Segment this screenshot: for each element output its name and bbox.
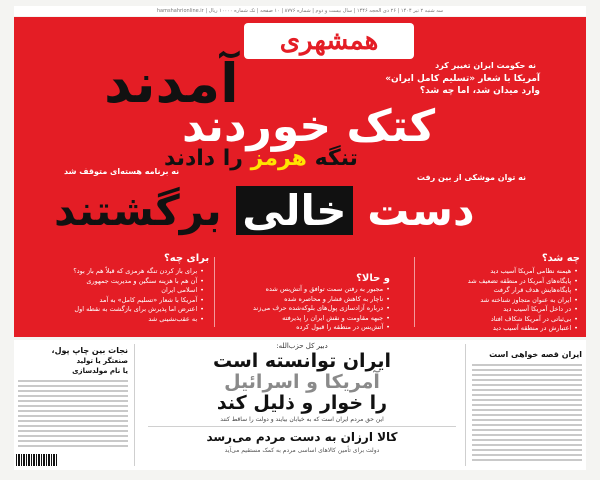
tagline-left-1: نه برنامه هسته‌ای متوقف شد <box>64 167 180 176</box>
hormuz-highlight: هرمز <box>250 146 307 171</box>
lower-section <box>14 340 586 470</box>
tagline-right: نه حکومت ایران تغییر کرد <box>435 61 536 70</box>
headline-hormuz-line <box>164 145 358 173</box>
list-item: • مجبور به رفتن سمت توافق و آتش‌بس شده <box>210 285 390 295</box>
center-headline-3: را خوار و ذلیل کند <box>216 392 388 414</box>
empty-highlight: خالی <box>236 186 352 235</box>
body-text-placeholder <box>18 380 128 450</box>
body-text-placeholder <box>472 364 582 464</box>
masthead-logo: همشهری <box>244 23 414 59</box>
list-item: • آن هم با هزینه سنگین و مدیریت جمهوری <box>36 277 204 287</box>
lower-right-column <box>468 340 586 470</box>
column-left-list <box>36 267 204 324</box>
empty-left: برگشتند <box>54 186 222 235</box>
column-divider <box>414 257 415 327</box>
list-item: • آتش‌بس در منطقه را قبول کرده <box>210 323 390 333</box>
column-middle-title: و حالا؟ <box>356 273 390 284</box>
list-item: • اعترض اما پذیرش برای بازگشت به نقطه اول <box>36 305 204 315</box>
list-item: • در داخل آمریکا آسیب دید <box>418 305 578 315</box>
dateline-bar: سه شنبه ۲ تیر ۱۴۰۴ | ۲۶ ذی الحجه ۱۴۴۶ | سال بیست و دوم | شماره ۸۷۷۶ | ۱۰ صفحه | تک شماره ۱۰۰۰۰ ریال | hamshahrionline.ir <box>14 6 586 16</box>
center-headline-2: آمریکا و اسرائیل <box>224 371 380 393</box>
hezbollah-kicker: دبیر کل حزب‌الله: <box>276 342 328 350</box>
list-item: • برای باز کردن تنگه هرمزی که قبلاً هم باز بود؟ <box>36 267 204 277</box>
list-item: • جبهه مقاومت و نقش ایران را پذیرفته <box>210 314 390 324</box>
headline-empty-handed <box>54 183 475 239</box>
second-headline: کالا ارزان به دست مردم می‌رسد <box>206 430 398 444</box>
lower-center-column <box>138 340 466 470</box>
column-left-title: برای چه؟ <box>164 253 210 264</box>
quote-right: آمریکا با شعار «تسلیم کامل ایران» وارد میدان شد، اما چه شد؟ <box>385 74 540 96</box>
column-right-list <box>418 267 578 334</box>
list-item: • اسلامی ایران <box>36 286 204 296</box>
lower-right-title: ایران قصه خواهی است <box>489 350 582 359</box>
divider <box>148 426 456 427</box>
empty-right: دست <box>367 186 475 235</box>
column-right-title: چه شد؟ <box>541 253 580 264</box>
barcode-image <box>16 454 58 466</box>
list-item: • هیمنه نظامی آمریکا آسیب دید <box>418 267 578 277</box>
lower-left-column <box>14 340 132 470</box>
headline-came: آمدند <box>104 52 239 115</box>
headline-got-beaten: کتک خوردند <box>182 101 436 152</box>
tagline-left-2: نه توان موشکی از بین رفت <box>416 173 526 182</box>
lower-left-sub1: صنعتگر یا تولید <box>76 357 128 365</box>
second-subhead: دولت برای تأمین کالاهای اساسی مردم به کمک مستقیم می‌آید <box>224 447 380 454</box>
hormuz-suffix: را دادند <box>164 146 243 171</box>
center-subhead: این حق مردم ایران است که به خیابان بیایند و دولت را ساقط کنند <box>220 416 384 423</box>
front-cover <box>14 17 586 337</box>
list-item: • پایگاه‌هایش هدف قرار گرفت <box>418 286 578 296</box>
column-middle-list <box>210 285 390 333</box>
list-item: • به عقب‌نشینی شد <box>36 315 204 325</box>
list-item: • اعتبارش در منطقه آسیب دید <box>418 324 578 334</box>
list-item: • بی‌ثباتی در آمریکا شکاف افتاد <box>418 315 578 325</box>
column-rule <box>134 344 135 466</box>
lower-left-title: نجات بین چاپ پول، <box>51 346 128 355</box>
list-item: • ناچار به کاهش فشار و محاصره شده <box>210 295 390 305</box>
list-item: • آمریکا با شعار «تسلیم کامل» به آمد <box>36 296 204 306</box>
lower-left-sub2: یا نام مولدسازی <box>72 367 128 375</box>
list-item: • پایگاه‌های آمریکا در منطقه تضعیف شد <box>418 277 578 287</box>
list-item: • ایران به عنوان متجاوز شناخته شد <box>418 296 578 306</box>
center-headline-1: ایران توانسته است <box>212 350 392 372</box>
column-divider <box>214 257 215 327</box>
hormuz-prefix: تنگه <box>314 146 358 171</box>
list-item: • درباره آزادسازی پول‌های بلوکه‌شده حرف می‌زند <box>210 304 390 314</box>
